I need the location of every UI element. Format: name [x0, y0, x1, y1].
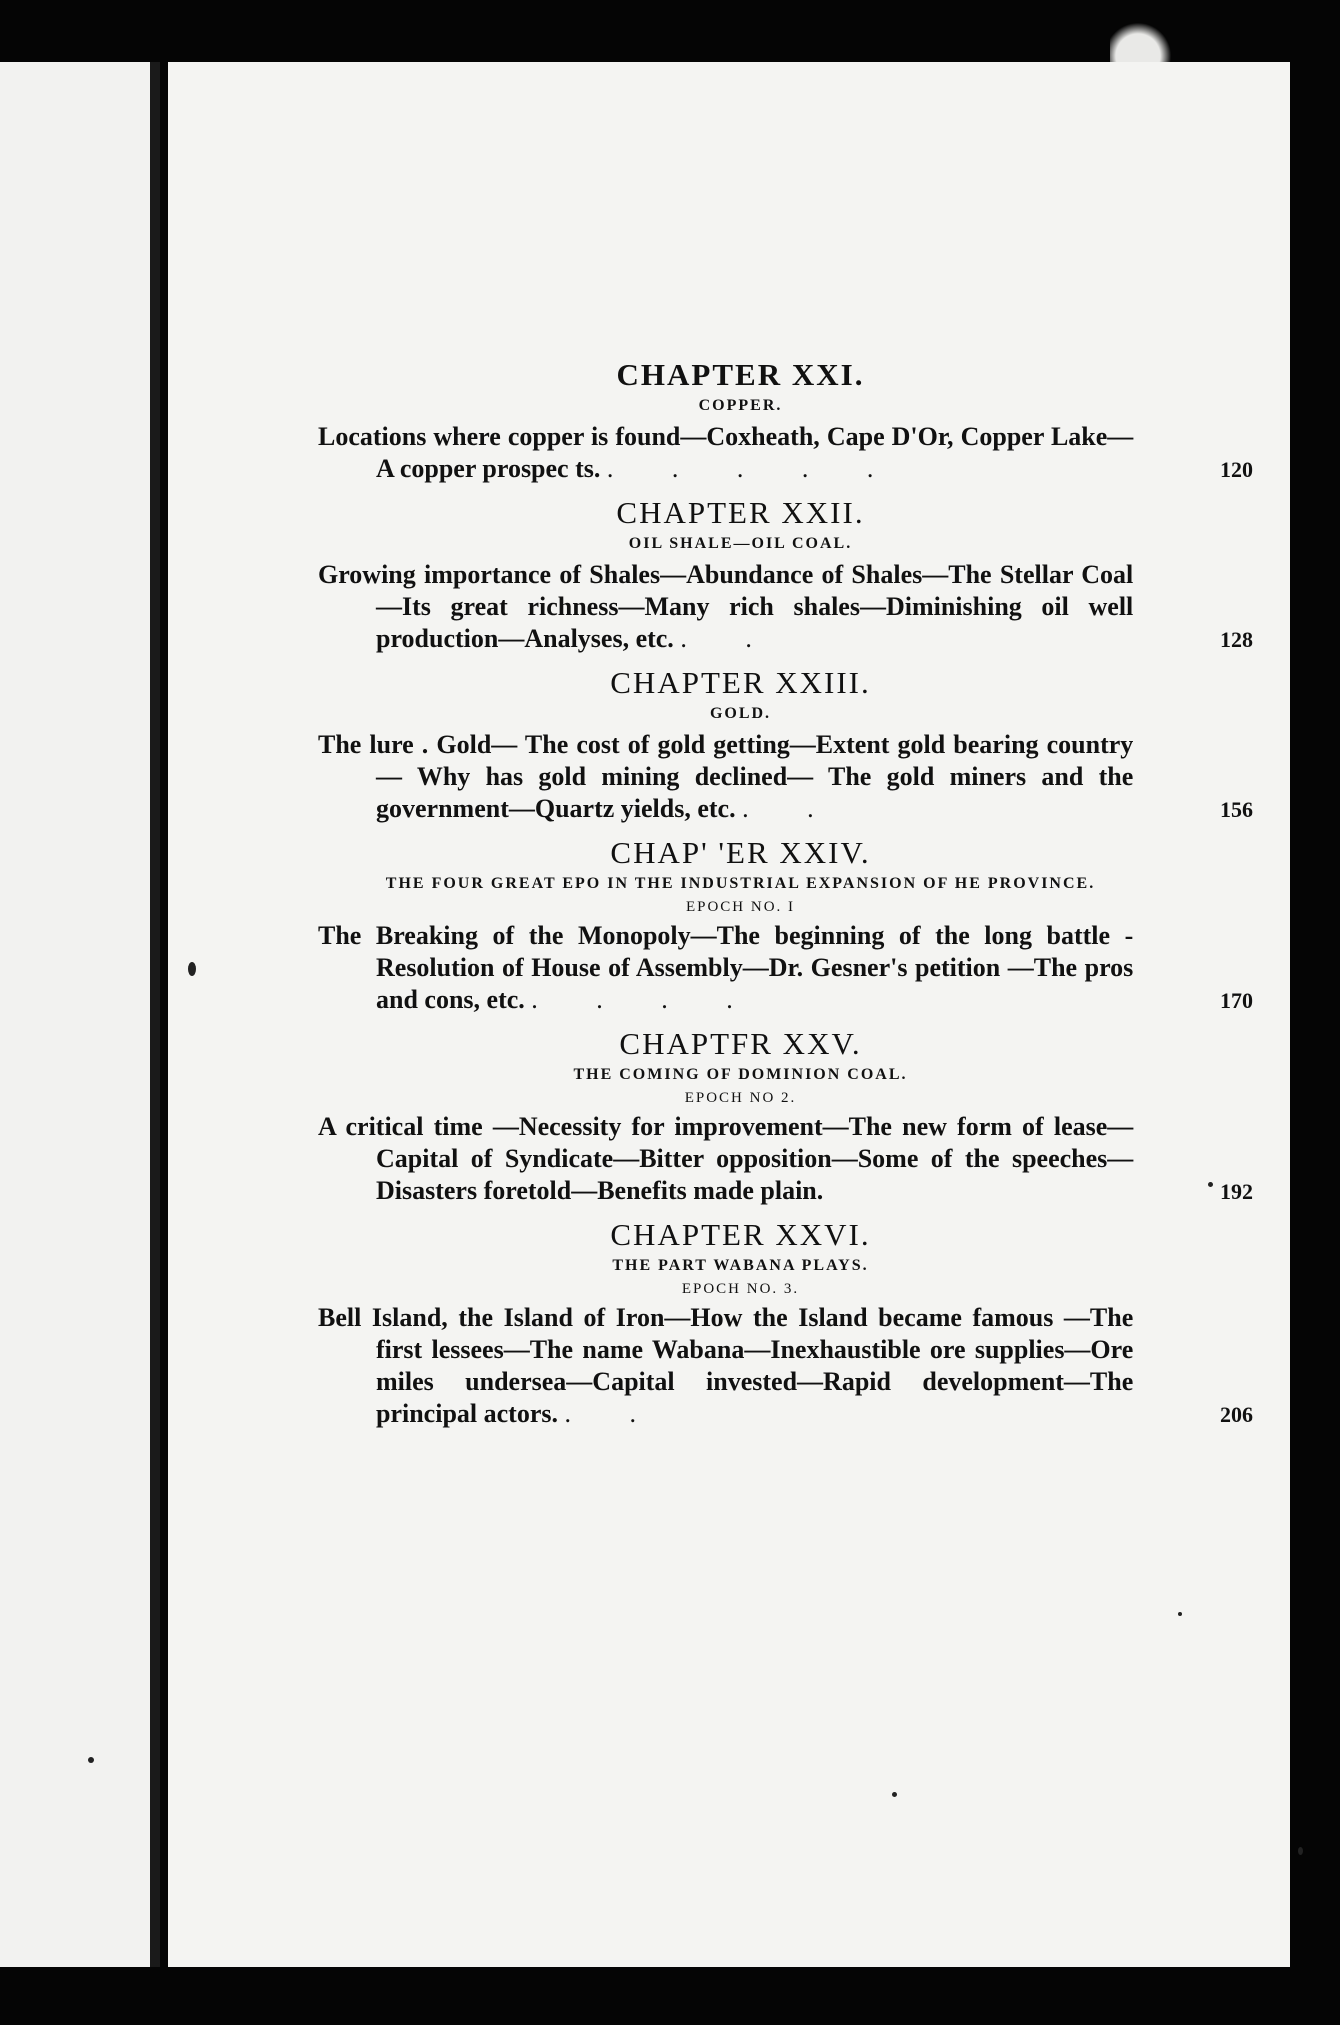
- dot-leader: . .: [564, 1399, 662, 1428]
- chapter-title: CHAPTFR XXV.: [619, 1026, 862, 1061]
- chapter-subject: THE COMING OF DOMINION COAL.: [573, 1066, 908, 1083]
- epoch-label: EPOCH NO. I: [685, 899, 796, 915]
- page-speck: [88, 1757, 94, 1763]
- summary-text: Bell Island, the Island of Iron—How the Island became famous —The first lessees—The name Wabana—Inexhaustible ore supplies—Ore miles undersea—Capital invested—Rapid development—The principal actors.: [318, 1303, 1134, 1428]
- toc-entry: [318, 1302, 1253, 1430]
- page-number: 156: [1220, 797, 1253, 822]
- page-speck: [892, 1792, 897, 1797]
- page-speck: [188, 962, 196, 976]
- chapter-title: CHAPTER XXII.: [616, 495, 865, 530]
- summary-text: Growing importance of Shales—Abundance of Shales—The Stellar Coal—Its great richness—Many rich shales—Diminishing oil well production—Analyses, etc.: [318, 560, 1134, 653]
- page-number: 128: [1220, 627, 1253, 652]
- chapter-summary: [318, 559, 1133, 655]
- chapter-summary: [318, 421, 1133, 485]
- page-number: 192: [1220, 1179, 1253, 1204]
- summary-text: The Breaking of the Monopoly—The beginning of the long battle - Resolution of House of Assembly—Dr. Gesner's petition —The pros and cons, etc.: [318, 921, 1134, 1014]
- chapter-subject: GOLD.: [709, 705, 772, 722]
- toc-entry: [318, 421, 1253, 485]
- chapter-title: CHAP' 'ER XXIV.: [610, 835, 871, 870]
- dot-leader: . . . . .: [606, 454, 900, 483]
- chapter-title: CHAPTER XXIII.: [610, 665, 871, 700]
- chapter-subject: COPPER.: [698, 397, 783, 414]
- toc-entry: [318, 920, 1253, 1016]
- book-page: [168, 62, 1290, 1967]
- chapter-summary: [318, 1111, 1133, 1207]
- summary-text: A critical time —Necessity for improvement—The new form of lease—Capital of Syndicate—Bitter opposition—Some of the speeches—Disasters foretold—Benefits made plain.: [318, 1112, 1134, 1205]
- page-speck: [1298, 1847, 1303, 1855]
- summary-text: Locations where copper is found—Coxheath, Cape D'Or, Copper Lake—A copper prospec ts.: [318, 422, 1134, 483]
- table-of-contents: [318, 347, 1253, 1436]
- dot-leader: . . . .: [531, 985, 759, 1014]
- chapter-summary: [318, 920, 1133, 1016]
- chapter-title: CHAPTER XXI.: [616, 357, 865, 392]
- page-number: 170: [1220, 988, 1253, 1013]
- chapter-title: CHAPTER XXVI.: [610, 1217, 871, 1252]
- toc-entry: [318, 729, 1253, 825]
- page-number: 120: [1220, 457, 1253, 482]
- chapter-summary: [318, 1302, 1133, 1430]
- page-speck: [1178, 1612, 1182, 1616]
- epoch-label: EPOCH NO 2.: [684, 1090, 797, 1106]
- page-number: 206: [1220, 1402, 1253, 1427]
- left-page-edge: [0, 62, 160, 1967]
- chapter-summary: [318, 729, 1133, 825]
- chapter-subject: THE PART WABANA PLAYS.: [612, 1257, 869, 1274]
- toc-entry: [318, 559, 1253, 655]
- epoch-label: EPOCH NO. 3.: [681, 1281, 800, 1297]
- toc-entry: [318, 1111, 1253, 1207]
- chapter-subject: THE FOUR GREAT EPO IN THE INDUSTRIAL EXPANSION OF HE PROVINCE.: [385, 875, 1096, 892]
- summary-text: The lure . Gold— The cost of gold getting—Extent gold bearing country — Why has gold mining declined— The gold miners and the government—Quartz yields, etc.: [318, 730, 1134, 823]
- chapter-subject: OIL SHALE—OIL COAL.: [628, 535, 853, 552]
- dot-leader: . .: [742, 794, 840, 823]
- dot-leader: . .: [680, 624, 778, 653]
